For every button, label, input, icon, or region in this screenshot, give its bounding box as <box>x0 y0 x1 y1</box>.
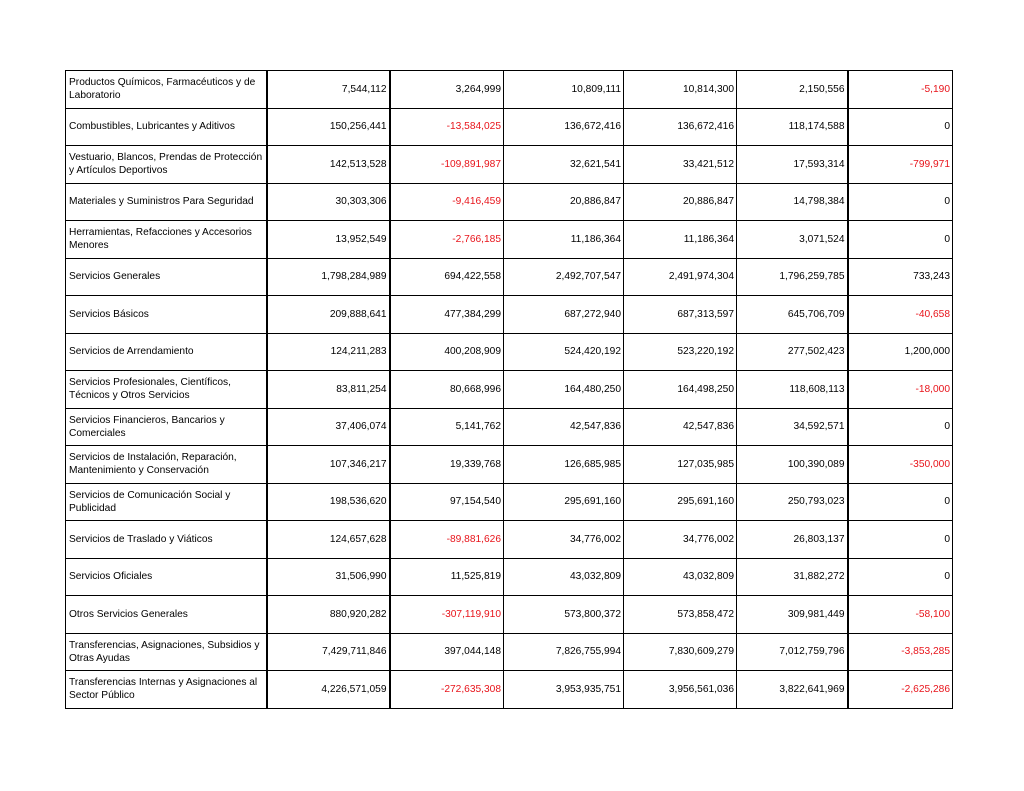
row-label: Productos Químicos, Farmacéuticos y de Laboratorio <box>66 71 267 109</box>
cell-col-devengado: 20,886,847 <box>624 183 737 221</box>
table-row <box>66 108 953 146</box>
cell-col-pagado: 7,012,759,796 <box>737 633 848 671</box>
cell-col-modificado: 10,809,111 <box>504 71 624 109</box>
cell-col-subejercicio: 0 <box>848 183 953 221</box>
cell-col-pagado: 14,798,384 <box>737 183 848 221</box>
table-row <box>66 221 953 259</box>
cell-col-subejercicio: 733,243 <box>848 258 953 296</box>
cell-col-subejercicio: 0 <box>848 521 953 559</box>
table-row <box>66 521 953 559</box>
cell-col-subejercicio: 0 <box>848 558 953 596</box>
cell-col-pagado: 277,502,423 <box>737 333 848 371</box>
cell-col-pagado: 26,803,137 <box>737 521 848 559</box>
cell-col-devengado: 2,491,974,304 <box>624 258 737 296</box>
cell-col-modificado: 687,272,940 <box>504 296 624 334</box>
cell-col-aprobado: 124,211,283 <box>267 333 390 371</box>
cell-col-modificado: 164,480,250 <box>504 371 624 409</box>
table-row <box>66 296 953 334</box>
cell-col-aprobado: 124,657,628 <box>267 521 390 559</box>
cell-col-ampliaciones: -89,881,626 <box>390 521 504 559</box>
table-row <box>66 446 953 484</box>
table-row <box>66 633 953 671</box>
cell-col-modificado: 524,420,192 <box>504 333 624 371</box>
row-label: Combustibles, Lubricantes y Aditivos <box>66 108 267 146</box>
row-label: Otros Servicios Generales <box>66 596 267 634</box>
cell-col-devengado: 295,691,160 <box>624 483 737 521</box>
cell-col-ampliaciones: -109,891,987 <box>390 146 504 184</box>
cell-col-modificado: 136,672,416 <box>504 108 624 146</box>
table-body <box>66 71 953 709</box>
cell-col-subejercicio: -799,971 <box>848 146 953 184</box>
cell-col-aprobado: 30,303,306 <box>267 183 390 221</box>
cell-col-aprobado: 107,346,217 <box>267 446 390 484</box>
cell-col-pagado: 17,593,314 <box>737 146 848 184</box>
cell-col-modificado: 295,691,160 <box>504 483 624 521</box>
cell-col-pagado: 645,706,709 <box>737 296 848 334</box>
cell-col-pagado: 2,150,556 <box>737 71 848 109</box>
row-label: Herramientas, Refacciones y Accesorios Menores <box>66 221 267 259</box>
cell-col-aprobado: 13,952,549 <box>267 221 390 259</box>
table-row <box>66 183 953 221</box>
cell-col-subejercicio: -2,625,286 <box>848 671 953 709</box>
cell-col-devengado: 687,313,597 <box>624 296 737 334</box>
cell-col-modificado: 34,776,002 <box>504 521 624 559</box>
cell-col-modificado: 43,032,809 <box>504 558 624 596</box>
cell-col-pagado: 1,796,259,785 <box>737 258 848 296</box>
cell-col-modificado: 7,826,755,994 <box>504 633 624 671</box>
cell-col-devengado: 164,498,250 <box>624 371 737 409</box>
cell-col-modificado: 573,800,372 <box>504 596 624 634</box>
row-label: Servicios Básicos <box>66 296 267 334</box>
cell-col-ampliaciones: -9,416,459 <box>390 183 504 221</box>
cell-col-ampliaciones: 3,264,999 <box>390 71 504 109</box>
cell-col-subejercicio: -3,853,285 <box>848 633 953 671</box>
cell-col-subejercicio: 0 <box>848 483 953 521</box>
cell-col-modificado: 42,547,836 <box>504 408 624 446</box>
cell-col-pagado: 118,174,588 <box>737 108 848 146</box>
cell-col-modificado: 126,685,985 <box>504 446 624 484</box>
cell-col-devengado: 523,220,192 <box>624 333 737 371</box>
cell-col-subejercicio: 1,200,000 <box>848 333 953 371</box>
cell-col-aprobado: 7,429,711,846 <box>267 633 390 671</box>
row-label: Servicios de Instalación, Reparación, Mantenimiento y Conservación <box>66 446 267 484</box>
cell-col-ampliaciones: 19,339,768 <box>390 446 504 484</box>
cell-col-subejercicio: -18,000 <box>848 371 953 409</box>
cell-col-pagado: 309,981,449 <box>737 596 848 634</box>
cell-col-devengado: 7,830,609,279 <box>624 633 737 671</box>
row-label: Servicios de Arrendamiento <box>66 333 267 371</box>
cell-col-ampliaciones: -13,584,025 <box>390 108 504 146</box>
cell-col-pagado: 3,071,524 <box>737 221 848 259</box>
budget-table <box>65 70 953 709</box>
cell-col-subejercicio: 0 <box>848 108 953 146</box>
cell-col-devengado: 127,035,985 <box>624 446 737 484</box>
cell-col-ampliaciones: -2,766,185 <box>390 221 504 259</box>
table-row <box>66 596 953 634</box>
cell-col-subejercicio: 0 <box>848 408 953 446</box>
cell-col-ampliaciones: -307,119,910 <box>390 596 504 634</box>
cell-col-devengado: 573,858,472 <box>624 596 737 634</box>
row-label: Materiales y Suministros Para Seguridad <box>66 183 267 221</box>
cell-col-pagado: 250,793,023 <box>737 483 848 521</box>
table-row <box>66 146 953 184</box>
cell-col-devengado: 43,032,809 <box>624 558 737 596</box>
cell-col-aprobado: 198,536,620 <box>267 483 390 521</box>
cell-col-pagado: 3,822,641,969 <box>737 671 848 709</box>
row-label: Servicios Financieros, Bancarios y Comerciales <box>66 408 267 446</box>
cell-col-subejercicio: 0 <box>848 221 953 259</box>
cell-col-subejercicio: -350,000 <box>848 446 953 484</box>
table-row <box>66 558 953 596</box>
cell-col-devengado: 34,776,002 <box>624 521 737 559</box>
cell-col-aprobado: 7,544,112 <box>267 71 390 109</box>
cell-col-aprobado: 4,226,571,059 <box>267 671 390 709</box>
cell-col-ampliaciones: 397,044,148 <box>390 633 504 671</box>
row-label: Servicios de Traslado y Viáticos <box>66 521 267 559</box>
cell-col-modificado: 20,886,847 <box>504 183 624 221</box>
table-row <box>66 333 953 371</box>
cell-col-subejercicio: -40,658 <box>848 296 953 334</box>
cell-col-pagado: 100,390,089 <box>737 446 848 484</box>
cell-col-modificado: 32,621,541 <box>504 146 624 184</box>
cell-col-devengado: 42,547,836 <box>624 408 737 446</box>
table-row <box>66 671 953 709</box>
cell-col-ampliaciones: 694,422,558 <box>390 258 504 296</box>
row-label: Vestuario, Blancos, Prendas de Protección y Artículos Deportivos <box>66 146 267 184</box>
cell-col-ampliaciones: 11,525,819 <box>390 558 504 596</box>
row-label: Servicios Generales <box>66 258 267 296</box>
cell-col-subejercicio: -58,100 <box>848 596 953 634</box>
cell-col-ampliaciones: -272,635,308 <box>390 671 504 709</box>
cell-col-aprobado: 142,513,528 <box>267 146 390 184</box>
cell-col-devengado: 33,421,512 <box>624 146 737 184</box>
cell-col-modificado: 2,492,707,547 <box>504 258 624 296</box>
table-row <box>66 258 953 296</box>
cell-col-ampliaciones: 97,154,540 <box>390 483 504 521</box>
cell-col-aprobado: 1,798,284,989 <box>267 258 390 296</box>
cell-col-aprobado: 83,811,254 <box>267 371 390 409</box>
row-label: Transferencias, Asignaciones, Subsidios y Otras Ayudas <box>66 633 267 671</box>
table-row <box>66 371 953 409</box>
cell-col-devengado: 136,672,416 <box>624 108 737 146</box>
cell-col-pagado: 34,592,571 <box>737 408 848 446</box>
row-label: Servicios Profesionales, Científicos, Técnicos y Otros Servicios <box>66 371 267 409</box>
cell-col-devengado: 11,186,364 <box>624 221 737 259</box>
row-label: Servicios Oficiales <box>66 558 267 596</box>
row-label: Transferencias Internas y Asignaciones al Sector Público <box>66 671 267 709</box>
table-row <box>66 408 953 446</box>
cell-col-modificado: 11,186,364 <box>504 221 624 259</box>
cell-col-ampliaciones: 5,141,762 <box>390 408 504 446</box>
cell-col-ampliaciones: 477,384,299 <box>390 296 504 334</box>
cell-col-aprobado: 880,920,282 <box>267 596 390 634</box>
table-row <box>66 483 953 521</box>
cell-col-subejercicio: -5,190 <box>848 71 953 109</box>
cell-col-modificado: 3,953,935,751 <box>504 671 624 709</box>
cell-col-pagado: 31,882,272 <box>737 558 848 596</box>
cell-col-devengado: 3,956,561,036 <box>624 671 737 709</box>
cell-col-ampliaciones: 80,668,996 <box>390 371 504 409</box>
cell-col-pagado: 118,608,113 <box>737 371 848 409</box>
table-row <box>66 71 953 109</box>
cell-col-aprobado: 31,506,990 <box>267 558 390 596</box>
cell-col-aprobado: 150,256,441 <box>267 108 390 146</box>
cell-col-aprobado: 209,888,641 <box>267 296 390 334</box>
cell-col-devengado: 10,814,300 <box>624 71 737 109</box>
cell-col-ampliaciones: 400,208,909 <box>390 333 504 371</box>
row-label: Servicios de Comunicación Social y Publicidad <box>66 483 267 521</box>
cell-col-aprobado: 37,406,074 <box>267 408 390 446</box>
